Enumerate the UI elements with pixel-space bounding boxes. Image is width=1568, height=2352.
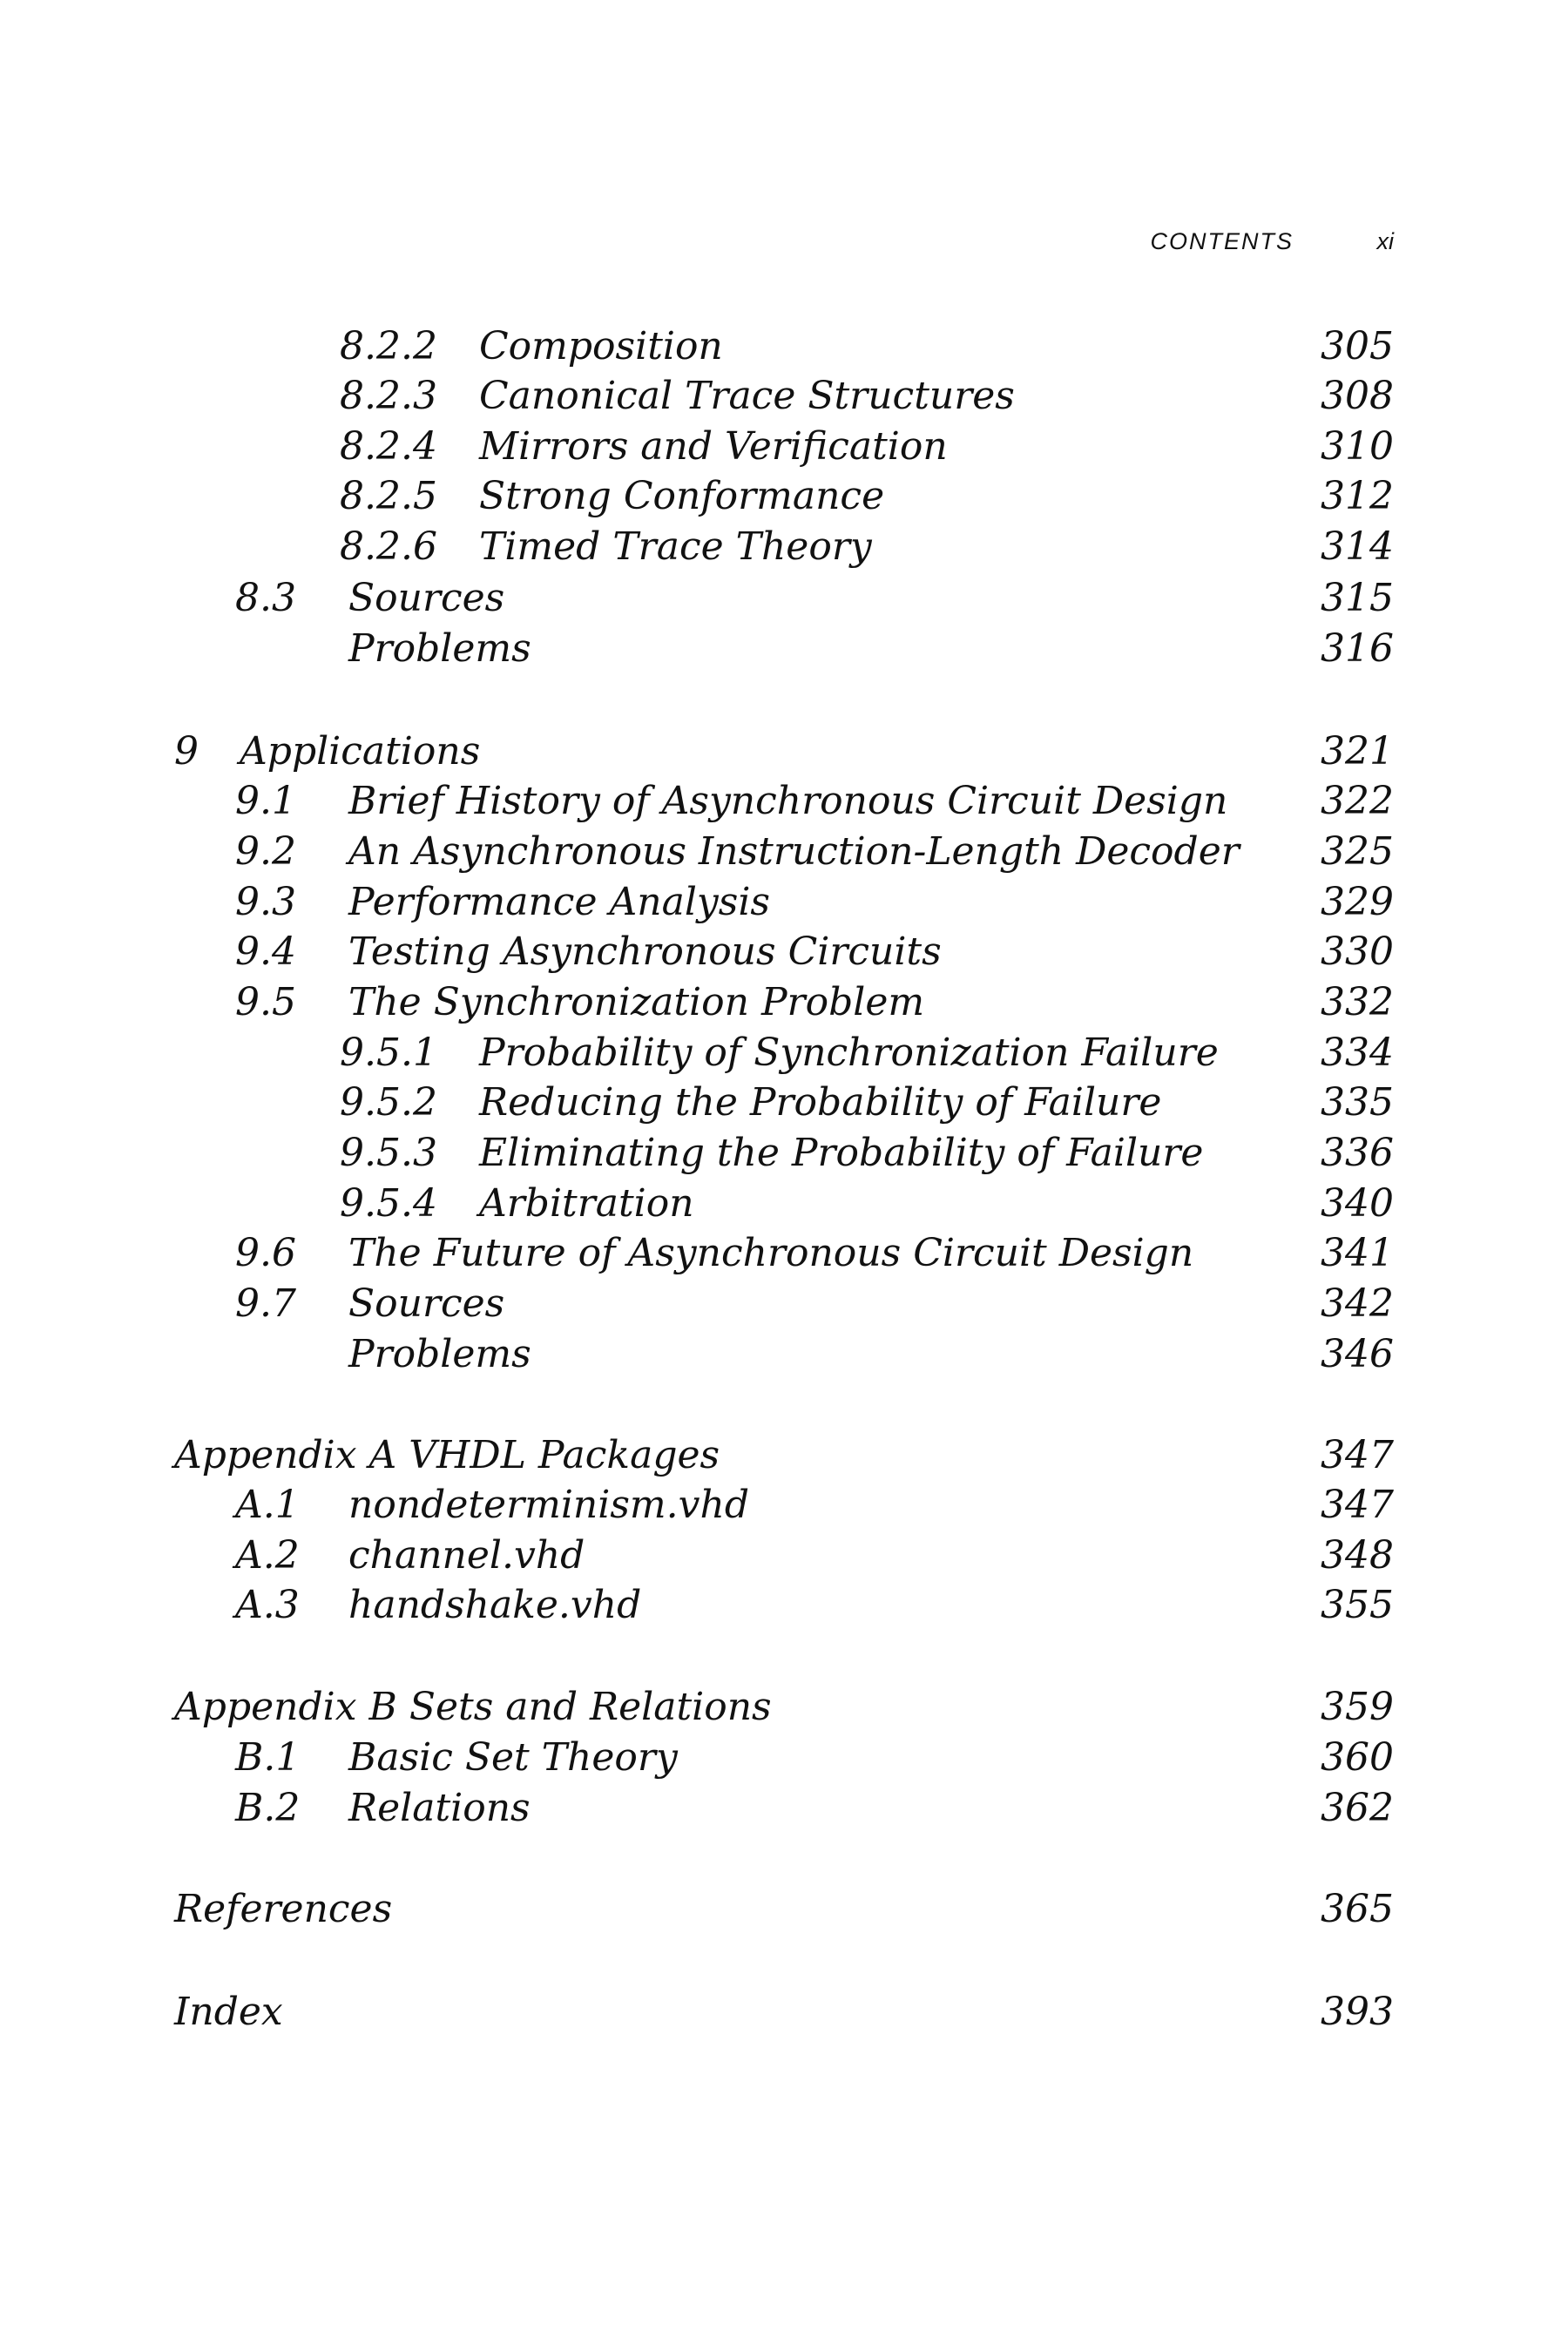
page-ref: 310 (1321, 424, 1394, 469)
section-title: Sources (348, 576, 505, 620)
toc-entry-8-problems[interactable] (348, 627, 1394, 671)
section-title: Canonical Trace Structures (479, 374, 1015, 418)
page-ref: 348 (1321, 1533, 1394, 1578)
page-ref: 355 (1321, 1583, 1394, 1627)
section-number: 8.2.3 (340, 374, 437, 418)
toc-entry-index[interactable] (174, 1990, 1394, 2034)
toc-entry-appendix-b[interactable] (174, 1686, 1394, 1729)
section-title: nondeterminism.vhd (348, 1483, 749, 1527)
toc-entry-b-2[interactable] (235, 1787, 1394, 1830)
toc-entry-chapter-9[interactable] (174, 730, 1394, 774)
section-title: Basic Set Theory (348, 1735, 678, 1780)
section-number: 9.2 (235, 829, 296, 874)
toc-entry-8-2-4[interactable] (340, 425, 1394, 469)
section-number: 9.5 (235, 980, 296, 1024)
section-number: A.3 (235, 1583, 300, 1627)
toc-entry-8-3[interactable] (235, 577, 1394, 620)
section-title: Testing Asynchronous Circuits (348, 929, 942, 974)
page-ref: 340 (1321, 1181, 1394, 1226)
page-ref: 393 (1321, 1990, 1394, 2034)
section-number: 9.4 (235, 929, 296, 974)
section-title: channel.vhd (348, 1533, 585, 1578)
page-ref: 322 (1321, 779, 1394, 823)
page-ref: 315 (1321, 576, 1394, 620)
section-number: 8.3 (235, 576, 296, 620)
toc-entry-9-6[interactable] (235, 1232, 1394, 1275)
page-ref: 365 (1321, 1887, 1394, 1931)
entry-title: References (174, 1887, 393, 1931)
section-title: Relations (348, 1786, 531, 1830)
page-ref: 341 (1321, 1231, 1394, 1275)
toc-entry-9-5-4[interactable] (340, 1182, 1394, 1226)
toc-entry-a-1[interactable] (235, 1484, 1394, 1527)
section-number: 9.3 (235, 880, 296, 924)
section-title: Composition (479, 324, 723, 368)
toc-entry-9-7[interactable] (235, 1282, 1394, 1326)
section-title: Performance Analysis (348, 880, 770, 924)
page-ref: 360 (1321, 1735, 1394, 1780)
page-ref: 316 (1321, 626, 1394, 671)
section-number: 9.6 (235, 1231, 296, 1275)
section-title: Reducing the Probability of Failure (479, 1080, 1162, 1125)
section-title: Arbitration (479, 1181, 694, 1226)
toc-entry-9-3[interactable] (235, 881, 1394, 924)
page-ref: 335 (1321, 1080, 1394, 1125)
appendix-title: Appendix B Sets and Relations (174, 1685, 772, 1729)
section-title: Problems (348, 626, 531, 671)
page-ref: 342 (1321, 1281, 1394, 1326)
section-title: An Asynchronous Instruction-Length Decoder (348, 829, 1240, 874)
section-number: A.1 (235, 1483, 300, 1527)
page-ref: 329 (1321, 880, 1394, 924)
toc-entry-9-5-2[interactable] (340, 1081, 1394, 1125)
toc-entry-a-2[interactable] (235, 1534, 1394, 1578)
page-ref: 332 (1321, 980, 1394, 1024)
toc-entry-b-1[interactable] (235, 1736, 1394, 1780)
section-title: Problems (348, 1332, 531, 1376)
toc-entry-9-2[interactable] (235, 830, 1394, 874)
page-ref: 312 (1321, 474, 1394, 518)
section-number: 8.2.2 (340, 324, 437, 368)
section-number: 9.5.3 (340, 1131, 437, 1175)
toc-entry-appendix-a[interactable] (174, 1434, 1394, 1477)
section-title: Mirrors and Verification (479, 424, 948, 469)
page-ref: 336 (1321, 1131, 1394, 1175)
page-ref: 314 (1321, 524, 1394, 569)
toc-entry-9-5-1[interactable] (340, 1031, 1394, 1075)
toc-entry-8-2-3[interactable] (340, 375, 1394, 418)
section-title: Sources (348, 1281, 505, 1326)
section-title: The Future of Asynchronous Circuit Design (348, 1231, 1194, 1275)
toc-entry-8-2-5[interactable] (340, 475, 1394, 518)
toc-entry-9-4[interactable] (235, 930, 1394, 974)
toc-entry-a-3[interactable] (235, 1584, 1394, 1627)
section-number: 9.5.1 (340, 1031, 437, 1075)
chapter-title: Applications (240, 729, 481, 774)
section-number: B.1 (235, 1735, 301, 1780)
section-title: Timed Trace Theory (479, 524, 872, 569)
section-title: Brief History of Asynchronous Circuit Design (348, 779, 1228, 823)
entry-title: Index (174, 1990, 283, 2034)
toc-entry-9-problems[interactable] (348, 1333, 1394, 1376)
section-number: 9.7 (235, 1281, 296, 1326)
section-number: 8.2.5 (340, 474, 437, 518)
section-number: B.2 (235, 1786, 301, 1830)
section-number: 8.2.4 (340, 424, 437, 469)
toc-entry-9-1[interactable] (235, 780, 1394, 823)
page-ref: 321 (1321, 729, 1394, 774)
toc-entry-8-2-6[interactable] (340, 525, 1394, 569)
section-number: 9.5.4 (340, 1181, 437, 1226)
section-title: The Synchronization Problem (348, 980, 925, 1024)
running-head: CONTENTS (1150, 228, 1294, 254)
chapter-number: 9 (174, 729, 199, 774)
section-number: 8.2.6 (340, 524, 437, 569)
page-ref: 347 (1321, 1483, 1394, 1527)
toc-entry-9-5[interactable] (235, 981, 1394, 1024)
toc-entry-8-2-2[interactable] (340, 325, 1394, 368)
page-ref: 325 (1321, 829, 1394, 874)
page-ref: 330 (1321, 929, 1394, 974)
section-title: Probability of Synchronization Failure (479, 1031, 1219, 1075)
section-number: A.2 (235, 1533, 300, 1578)
page-ref: 362 (1321, 1786, 1394, 1830)
page-ref: 346 (1321, 1332, 1394, 1376)
section-title: Strong Conformance (479, 474, 885, 518)
section-number: 9.5.2 (340, 1080, 437, 1125)
page-ref: 305 (1321, 324, 1394, 368)
page-ref: 308 (1321, 374, 1394, 418)
page-ref: 359 (1321, 1685, 1394, 1729)
toc-entry-9-5-3[interactable] (340, 1132, 1394, 1175)
toc-entry-references[interactable] (174, 1888, 1394, 1931)
section-number: 9.1 (235, 779, 296, 823)
page-ref: 334 (1321, 1031, 1394, 1075)
appendix-title: Appendix A VHDL Packages (174, 1433, 720, 1477)
page-ref: 347 (1321, 1433, 1394, 1477)
section-title: Eliminating the Probability of Failure (479, 1131, 1204, 1175)
page-number: xi (1376, 228, 1394, 254)
section-title: handshake.vhd (348, 1583, 642, 1627)
